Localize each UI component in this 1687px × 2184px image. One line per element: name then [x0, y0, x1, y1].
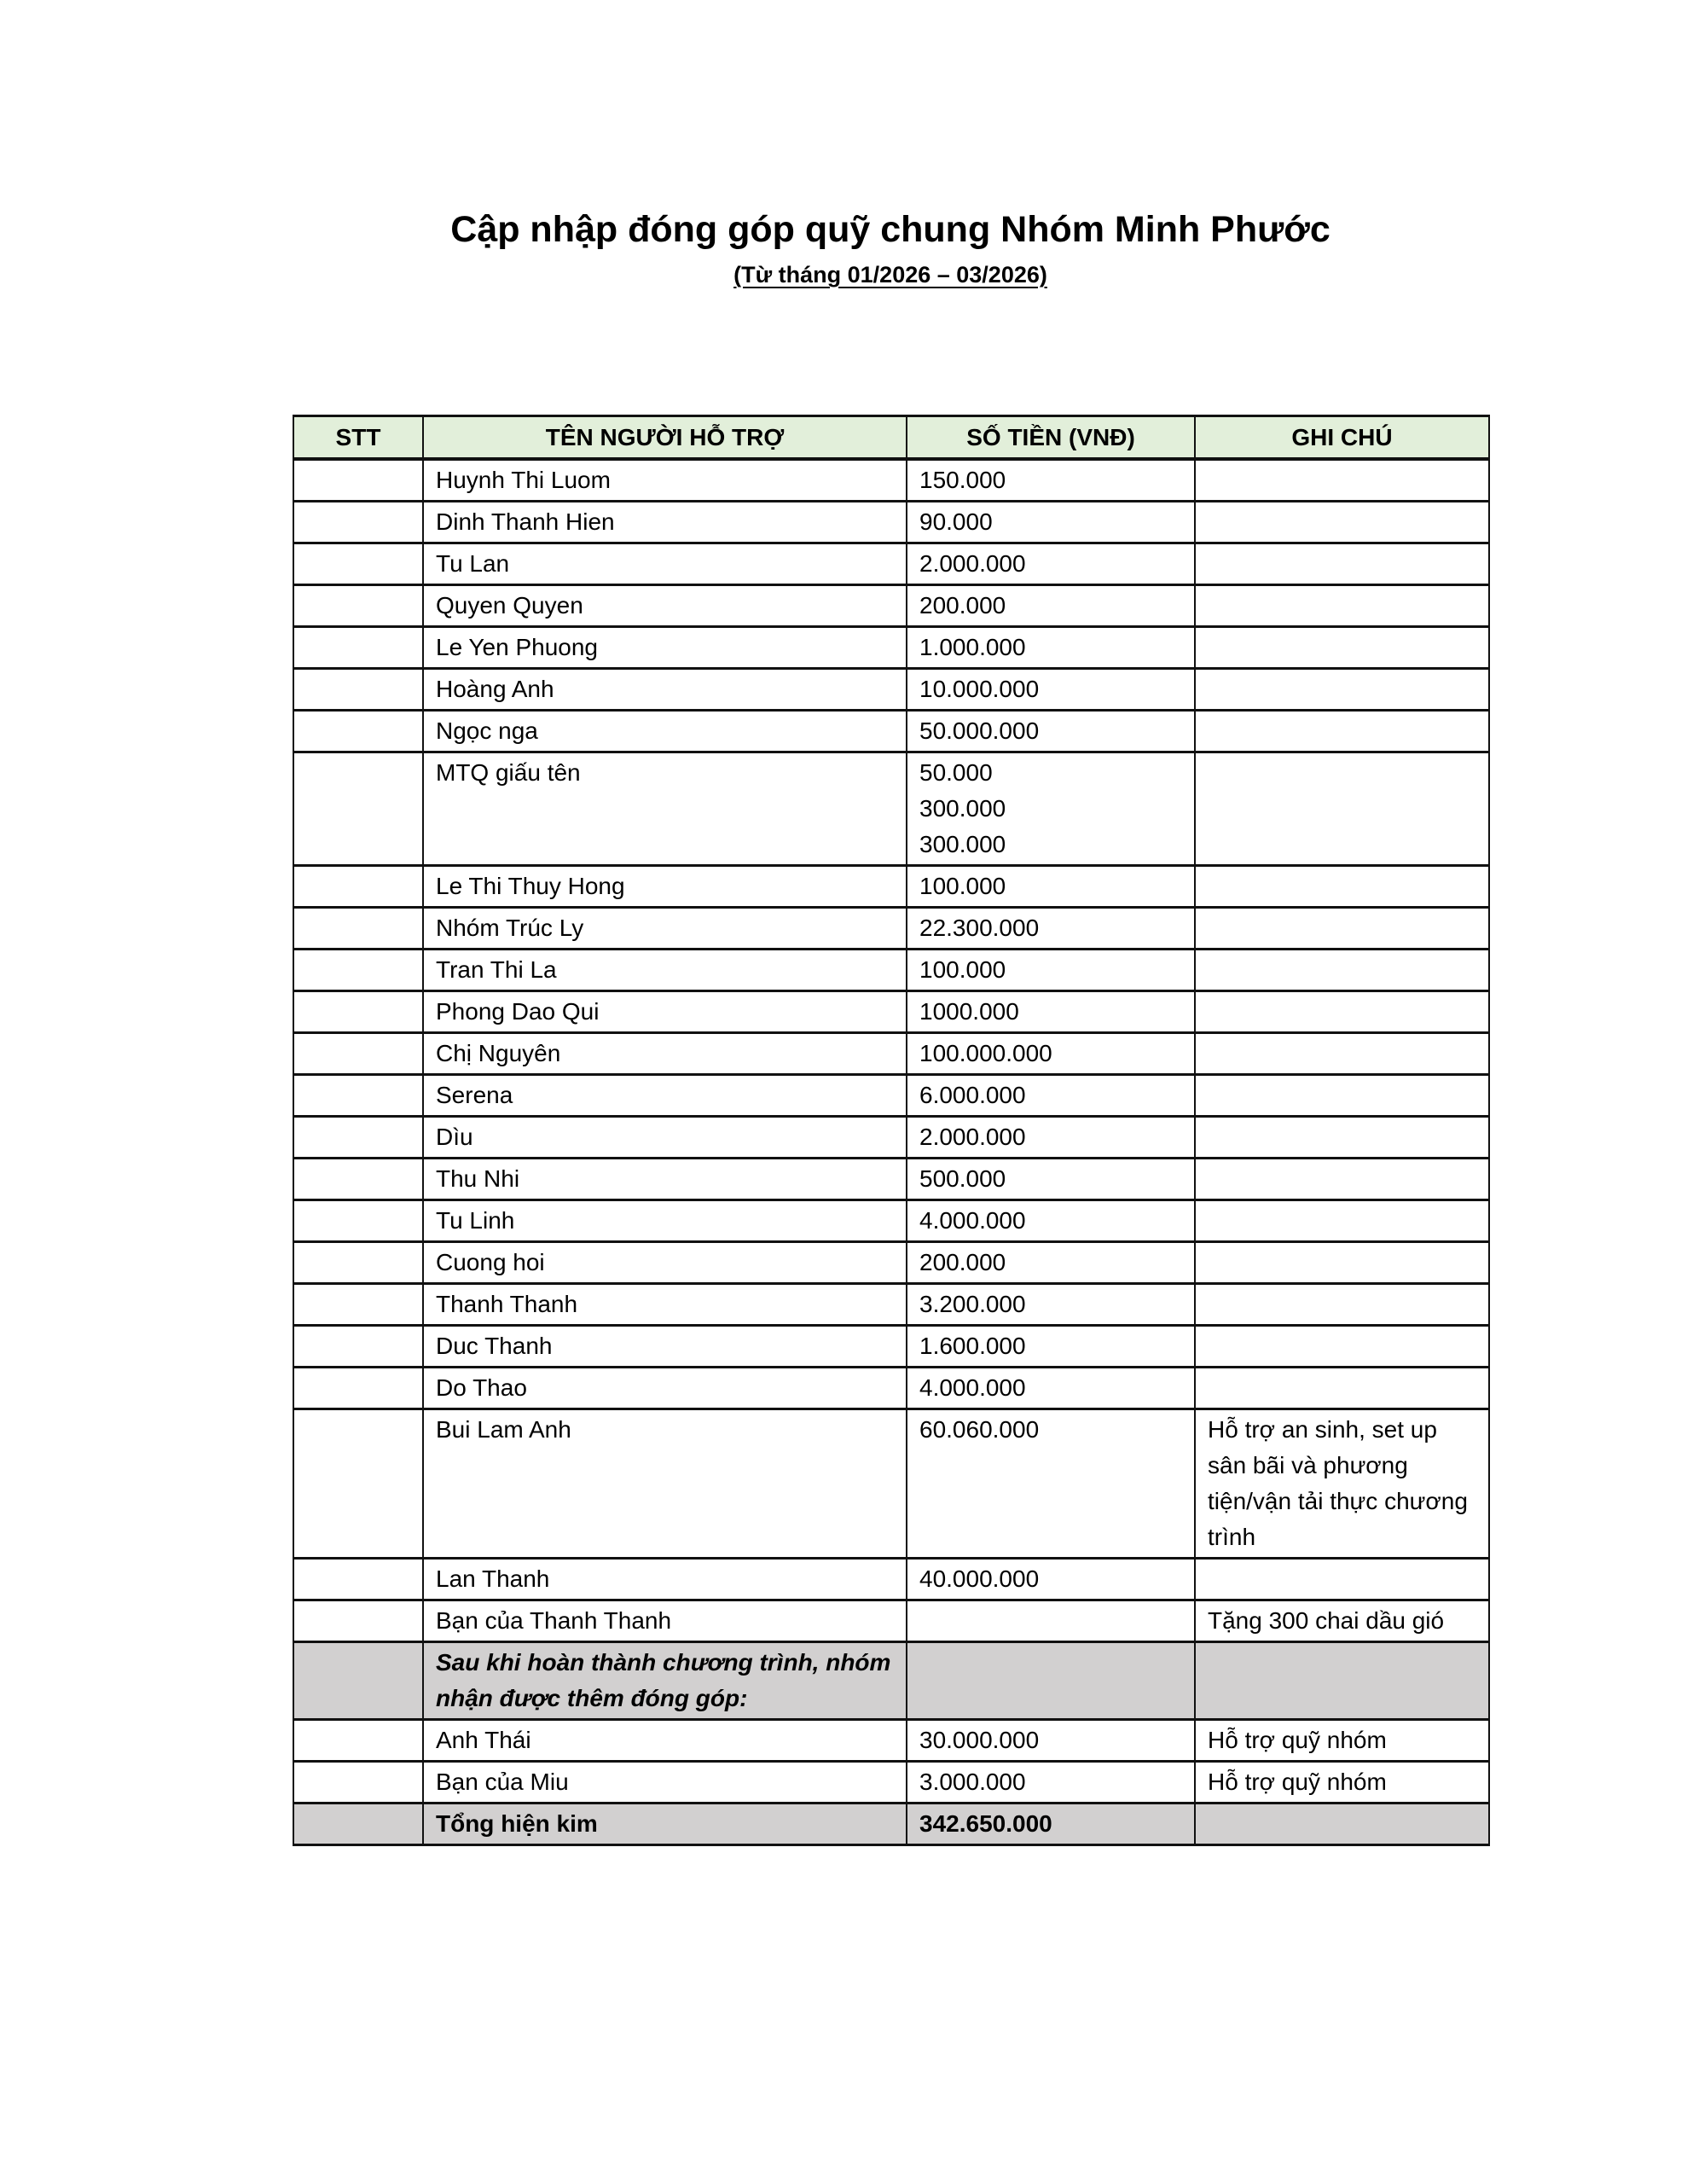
cell-amount	[907, 1642, 1195, 1720]
table-row	[293, 1200, 1489, 1242]
cell-amount	[907, 1600, 1195, 1642]
table-row	[293, 669, 1489, 711]
table-row	[293, 1720, 1489, 1762]
cell-name: Ngọc nga	[423, 711, 907, 752]
table-row	[293, 1242, 1489, 1284]
cell-amount: 22.300.000	[907, 908, 1195, 950]
cell-amount: 50.000.000	[907, 711, 1195, 752]
table-row	[293, 1284, 1489, 1326]
cell-stt	[293, 1075, 423, 1117]
cell-amount: 10.000.000	[907, 669, 1195, 711]
document-content	[293, 206, 1488, 1846]
cell-stt	[293, 1762, 423, 1804]
cell-name: Dìu	[423, 1117, 907, 1159]
cell-amount: 150.000	[907, 459, 1195, 502]
cell-stt	[293, 627, 423, 669]
cell-note	[1195, 950, 1489, 991]
table-row	[293, 866, 1489, 908]
cell-amount: 200.000	[907, 1242, 1195, 1284]
cell-note	[1195, 1804, 1489, 1845]
cell-stt	[293, 459, 423, 502]
cell-note	[1195, 1200, 1489, 1242]
cell-name: Lan Thanh	[423, 1559, 907, 1600]
cell-amount: 3.200.000	[907, 1284, 1195, 1326]
cell-stt	[293, 1368, 423, 1409]
cell-name: Thanh Thanh	[423, 1284, 907, 1326]
cell-amount: 40.000.000	[907, 1559, 1195, 1600]
cell-name: Bui Lam Anh	[423, 1409, 907, 1559]
table-row	[293, 1409, 1489, 1559]
cell-amount: 1.000.000	[907, 627, 1195, 669]
cell-note: Hỗ trợ quỹ nhóm	[1195, 1720, 1489, 1762]
cell-note	[1195, 627, 1489, 669]
table-row	[293, 627, 1489, 669]
cell-note	[1195, 502, 1489, 543]
cell-amount: 6.000.000	[907, 1075, 1195, 1117]
cell-stt	[293, 711, 423, 752]
cell-name: MTQ giấu tên	[423, 752, 907, 866]
cell-amount: 2.000.000	[907, 543, 1195, 585]
cell-name: Le Yen Phuong	[423, 627, 907, 669]
cell-name: Dinh Thanh Hien	[423, 502, 907, 543]
cell-stt	[293, 1284, 423, 1326]
cell-stt	[293, 1159, 423, 1200]
header-note: GHI CHÚ	[1195, 416, 1489, 460]
cell-stt	[293, 908, 423, 950]
cell-amount: 30.000.000	[907, 1720, 1195, 1762]
cell-amount: 3.000.000	[907, 1762, 1195, 1804]
cell-stt	[293, 1559, 423, 1600]
cell-note: Hỗ trợ an sinh, set up sân bãi và phương tiện/vận tải thực chương trình	[1195, 1409, 1489, 1559]
cell-note	[1195, 585, 1489, 627]
cell-note	[1195, 1117, 1489, 1159]
table-row	[293, 1075, 1489, 1117]
contribution-table	[293, 415, 1490, 1846]
cell-name: Nhóm Trúc Ly	[423, 908, 907, 950]
header-stt: STT	[293, 416, 423, 460]
cell-stt	[293, 1409, 423, 1559]
cell-stt	[293, 669, 423, 711]
table-row	[293, 950, 1489, 991]
cell-stt	[293, 991, 423, 1033]
cell-stt	[293, 1720, 423, 1762]
table-row	[293, 459, 1489, 502]
cell-amount: 100.000	[907, 866, 1195, 908]
cell-amount: 500.000	[907, 1159, 1195, 1200]
cell-name: Tổng hiện kim	[423, 1804, 907, 1845]
cell-name: Serena	[423, 1075, 907, 1117]
cell-amount: 1.600.000	[907, 1326, 1195, 1368]
cell-stt	[293, 1326, 423, 1368]
cell-amount: 50.000 300.000 300.000	[907, 752, 1195, 866]
cell-amount: 100.000.000	[907, 1033, 1195, 1075]
table-row	[293, 908, 1489, 950]
cell-name: Phong Dao Qui	[423, 991, 907, 1033]
cell-note	[1195, 991, 1489, 1033]
section-row	[293, 1642, 1489, 1720]
cell-amount: 200.000	[907, 585, 1195, 627]
cell-note	[1195, 908, 1489, 950]
cell-note	[1195, 752, 1489, 866]
cell-stt	[293, 543, 423, 585]
cell-stt	[293, 1642, 423, 1720]
cell-name: Chị Nguyên	[423, 1033, 907, 1075]
cell-stt	[293, 1117, 423, 1159]
cell-name: Tu Lan	[423, 543, 907, 585]
cell-stt	[293, 1600, 423, 1642]
table-row	[293, 1033, 1489, 1075]
cell-name: Bạn của Miu	[423, 1762, 907, 1804]
cell-note: Hỗ trợ quỹ nhóm	[1195, 1762, 1489, 1804]
cell-name: Anh Thái	[423, 1720, 907, 1762]
page-title: Cập nhập đóng góp quỹ chung Nhóm Minh Phước	[450, 209, 1330, 250]
table-header	[293, 416, 1489, 460]
cell-note	[1195, 1284, 1489, 1326]
cell-name: Quyen Quyen	[423, 585, 907, 627]
table-row	[293, 1559, 1489, 1600]
total-row	[293, 1804, 1489, 1845]
cell-name: Thu Nhi	[423, 1159, 907, 1200]
table-row	[293, 585, 1489, 627]
cell-stt	[293, 752, 423, 866]
cell-note	[1195, 1242, 1489, 1284]
cell-note	[1195, 1075, 1489, 1117]
cell-name: Cuong hoi	[423, 1242, 907, 1284]
table-row	[293, 1762, 1489, 1804]
cell-note	[1195, 866, 1489, 908]
cell-amount: 342.650.000	[907, 1804, 1195, 1845]
table-row	[293, 752, 1489, 866]
cell-stt	[293, 1804, 423, 1845]
cell-stt	[293, 502, 423, 543]
cell-name: Sau khi hoàn thành chương trình, nhóm nhận được thêm đóng góp:	[423, 1642, 907, 1720]
cell-stt	[293, 1033, 423, 1075]
cell-stt	[293, 950, 423, 991]
table-row	[293, 1326, 1489, 1368]
cell-name: Bạn của Thanh Thanh	[423, 1600, 907, 1642]
cell-amount: 90.000	[907, 502, 1195, 543]
cell-note	[1195, 1033, 1489, 1075]
table-row	[293, 991, 1489, 1033]
cell-name: Duc Thanh	[423, 1326, 907, 1368]
cell-note	[1195, 1326, 1489, 1368]
header-amount: SỐ TIỀN (VNĐ)	[907, 416, 1195, 460]
cell-note	[1195, 669, 1489, 711]
cell-name: Le Thi Thuy Hong	[423, 866, 907, 908]
table-row	[293, 502, 1489, 543]
cell-stt	[293, 1200, 423, 1242]
cell-note: Tặng 300 chai dầu gió	[1195, 1600, 1489, 1642]
cell-note	[1195, 1559, 1489, 1600]
header-row	[293, 416, 1489, 460]
cell-stt	[293, 585, 423, 627]
cell-name: Do Thao	[423, 1368, 907, 1409]
table-body	[293, 459, 1489, 1845]
cell-amount: 100.000	[907, 950, 1195, 991]
cell-name: Huynh Thi Luom	[423, 459, 907, 502]
table-row	[293, 1368, 1489, 1409]
cell-note	[1195, 711, 1489, 752]
table-row	[293, 1600, 1489, 1642]
cell-name: Tran Thi La	[423, 950, 907, 991]
cell-amount: 4.000.000	[907, 1368, 1195, 1409]
header-name: TÊN NGƯỜI HỖ TRỢ	[423, 416, 907, 460]
cell-note	[1195, 459, 1489, 502]
cell-stt	[293, 866, 423, 908]
cell-note	[1195, 1159, 1489, 1200]
cell-note	[1195, 543, 1489, 585]
table-row	[293, 711, 1489, 752]
cell-amount: 1000.000	[907, 991, 1195, 1033]
cell-name: Tu Linh	[423, 1200, 907, 1242]
table-row	[293, 1159, 1489, 1200]
cell-note	[1195, 1368, 1489, 1409]
table-row	[293, 543, 1489, 585]
page-subtitle: (Từ tháng 01/2026 – 03/2026)	[733, 262, 1047, 288]
cell-note	[1195, 1642, 1489, 1720]
cell-name: Hoàng Anh	[423, 669, 907, 711]
cell-stt	[293, 1242, 423, 1284]
cell-amount: 60.060.000	[907, 1409, 1195, 1559]
cell-amount: 2.000.000	[907, 1117, 1195, 1159]
cell-amount: 4.000.000	[907, 1200, 1195, 1242]
table-row	[293, 1117, 1489, 1159]
